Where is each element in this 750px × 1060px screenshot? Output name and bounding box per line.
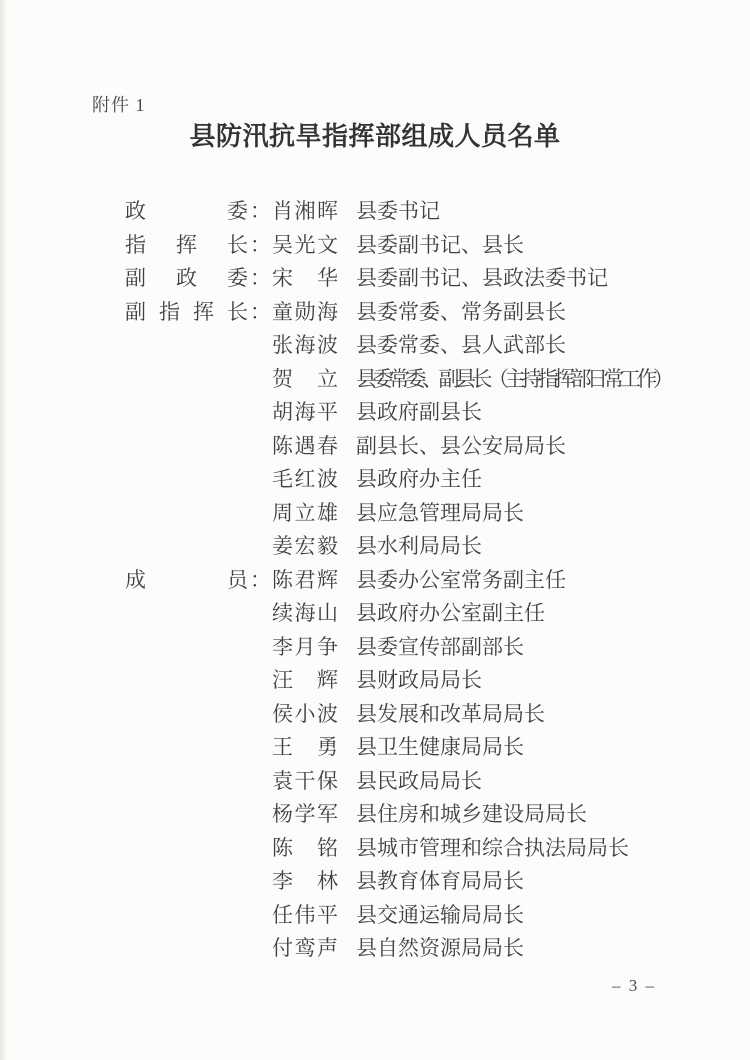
member-name: 杨 学 军 (272, 802, 338, 826)
member-name: 侯 小 波 (272, 701, 338, 726)
member-title: 县政府办主任 (356, 467, 482, 491)
member-title: 县卫生健康局局长 (356, 735, 524, 759)
member-name: 李 林 (272, 869, 338, 893)
member-title: 县交通运输局局长 (356, 902, 524, 927)
member-name: 吴 光 文 (272, 232, 338, 257)
roster-row (0, 530, 750, 564)
member-title: 县城市管理和综合执法局局长 (356, 835, 629, 860)
role-label: 成 员 (125, 567, 248, 592)
member-title: 县教育体育局局长 (356, 869, 524, 893)
role-colon: ： (250, 232, 271, 257)
role-label: 副 指 挥 长 (125, 299, 248, 324)
roster-row (0, 664, 750, 698)
member-name: 肖 湘 晖 (272, 199, 338, 223)
member-name: 付 鸾 声 (272, 936, 338, 960)
member-title: 县政府办公室副主任 (356, 601, 545, 625)
role-colon: ： (250, 266, 271, 290)
roster-row (0, 765, 750, 799)
roster-row (0, 798, 750, 832)
attachment-label: 附件 1 (92, 95, 146, 115)
member-name: 汪 辉 (272, 668, 338, 692)
member-name: 周 立 雄 (272, 500, 338, 525)
member-title: 县委常委、副县长（主持指挥部日常工作） (356, 366, 670, 391)
roster-row (0, 229, 750, 263)
page-title: 县防汛抗旱指挥部组成人员名单 (189, 122, 561, 151)
member-name: 王 勇 (272, 735, 338, 759)
member-name: 张 海 波 (272, 333, 338, 357)
member-name: 陈 遇 春 (272, 433, 338, 458)
roster-row (0, 832, 750, 866)
page-number: – 3 – (612, 976, 656, 995)
member-title: 县住房和城乡建设局局长 (356, 802, 587, 826)
roster-row (0, 631, 750, 665)
member-name: 宋 华 (272, 266, 338, 290)
role-colon: ： (250, 299, 271, 324)
member-name: 胡 海 平 (272, 400, 338, 424)
member-name: 任 伟 平 (272, 902, 338, 927)
member-title: 县水利局局长 (356, 534, 482, 558)
member-name: 陈 君 辉 (272, 567, 338, 592)
role-label: 政 委 (125, 199, 248, 223)
member-title: 县委办公室常务副主任 (356, 567, 566, 592)
member-name: 陈 铭 (272, 835, 338, 860)
roster-row (0, 396, 750, 430)
roster-row (0, 865, 750, 899)
roster-list (0, 195, 750, 966)
role-colon: ： (250, 567, 271, 592)
member-title: 县民政局局长 (356, 768, 482, 793)
roster-row (0, 195, 750, 229)
member-title: 县自然资源局局长 (356, 936, 524, 960)
member-title: 县发展和改革局局长 (356, 701, 545, 726)
roster-row (0, 564, 750, 598)
roster-row (0, 463, 750, 497)
member-title: 副县长、县公安局局长 (356, 433, 566, 458)
member-title: 县委宣传部副部长 (356, 634, 524, 659)
role-label: 指 挥 长 (125, 232, 248, 257)
roster-row (0, 899, 750, 933)
member-name: 童 勋 海 (272, 299, 338, 324)
member-title: 县财政局局长 (356, 668, 482, 692)
roster-row (0, 698, 750, 732)
roster-row (0, 497, 750, 531)
member-name: 毛 红 波 (272, 467, 338, 491)
roster-row (0, 597, 750, 631)
member-name: 袁 干 保 (272, 768, 338, 793)
member-title: 县政府副县长 (356, 400, 482, 424)
member-name: 李 月 争 (272, 634, 338, 659)
roster-row (0, 329, 750, 363)
roster-row (0, 932, 750, 966)
member-title: 县委副书记、县政法委书记 (356, 266, 608, 290)
member-name: 贺 立 (272, 366, 338, 391)
roster-row (0, 363, 750, 397)
member-title: 县委书记 (356, 199, 440, 223)
role-colon: ： (250, 199, 271, 223)
member-title: 县委常委、县人武部长 (356, 333, 566, 357)
member-title: 县委副书记、县长 (356, 232, 524, 257)
member-title: 县委常委、常务副县长 (356, 299, 566, 324)
role-label: 副 政 委 (125, 266, 248, 290)
roster-row (0, 296, 750, 330)
roster-row (0, 430, 750, 464)
member-name: 姜 宏 毅 (272, 534, 338, 558)
member-name: 续 海 山 (272, 601, 338, 625)
member-title: 县应急管理局局长 (356, 500, 524, 525)
roster-row (0, 731, 750, 765)
roster-row (0, 262, 750, 296)
